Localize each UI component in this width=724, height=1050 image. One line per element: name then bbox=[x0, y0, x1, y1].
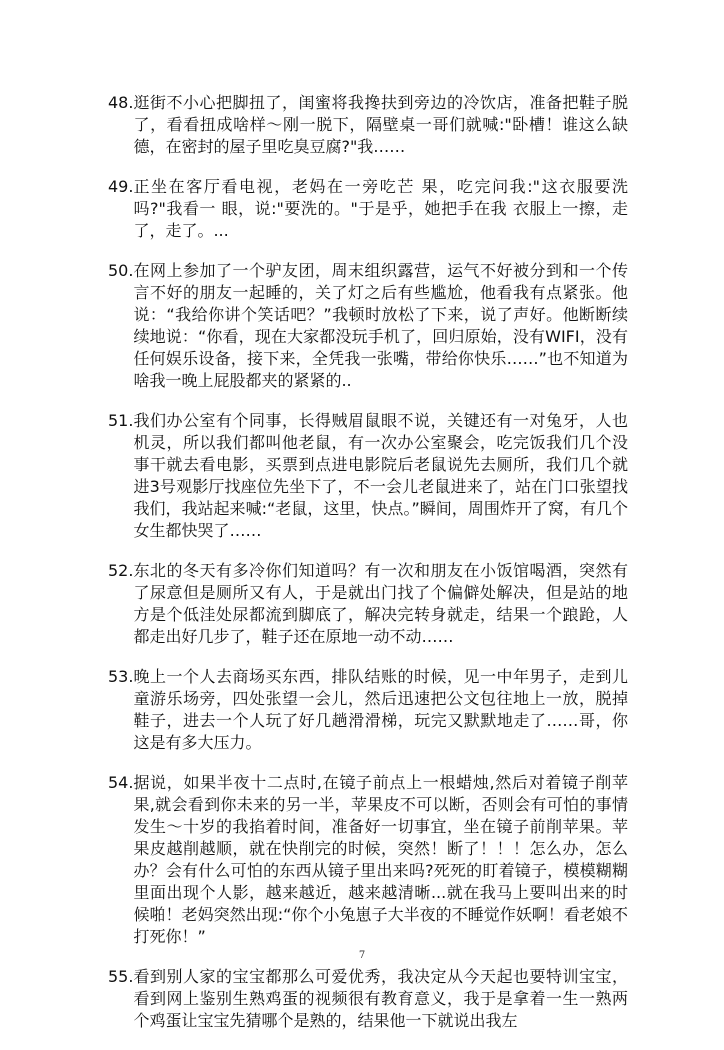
item-text: 晚上一个人去商场买东西，排队结账的时候，见一中年男子，走到儿童游乐场旁，四处张望一会儿，然后迅速把公文包往地上一放，脱掉鞋子，进去一个人玩了好几趟滑滑梯，玩完又默默地走了……哥，你这是有多大压力。 bbox=[133, 667, 628, 752]
item-number: 52. bbox=[108, 561, 134, 580]
list-item bbox=[108, 560, 628, 648]
list-item bbox=[108, 92, 628, 158]
item-text: 正坐在客厅看电视，老妈在一旁吃芒 果，吃完问我:"这衣服要洗吗?"我看一 眼，说:"要洗的。"于是乎，她把手在我 衣服上一擦，走了，走了。... bbox=[133, 177, 628, 240]
item-number: 53. bbox=[108, 667, 134, 686]
item-text: 东北的冬天有多冷你们知道吗？有一次和朋友在小饭馆喝酒，突然有了尿意但是厕所又有人，于是就出门找了个偏僻处解决，但是站的地方是个低洼处尿都流到脚底了，解决完转身就走，结果一个踉跄，人都走出好几步了，鞋子还在原地一动不动…… bbox=[133, 561, 628, 646]
item-number: 50. bbox=[108, 261, 134, 280]
item-text: 我们办公室有个同事，长得贼眉鼠眼不说，关键还有一对兔牙，人也机灵，所以我们都叫他老鼠，有一次办公室聚会，吃完饭我们几个没事干就去看电影，买票到点进电影院后老鼠说先去厕所，我们几个就进3号观影厅找座位先坐下了，不一会儿老鼠进来了，站在门口张望找我们，我站起来喊:“老鼠，这里，快点。”瞬间，周围炸开了窝，有几个女生都快哭了…… bbox=[133, 411, 628, 540]
item-number: 49. bbox=[108, 177, 134, 196]
item-text: 在网上参加了一个驴友团，周末组织露营，运气不好被分到和一个传言不好的朋友一起睡的，关了灯之后有些尴尬，他看我有点紧张。他说：“我给你讲个笑话吧？”我顿时放松了下来，说了声好。他断断续续地说：“你看，现在大家都没玩手机了，回归原始，没有WIFI，没有任何娱乐设备，接下来，全凭我一张嘴，带给你快乐……”也不知道为啥我一晚上屁股都夹的紧紧的.. bbox=[133, 261, 628, 390]
item-number: 54. bbox=[108, 773, 134, 792]
item-number: 51. bbox=[108, 411, 134, 430]
item-text: 据说，如果半夜十二点时,在镜子前点上一根蜡烛,然后对着镜子削苹果,就会看到你未来的另一半，苹果皮不可以断，否则会有可怕的事情发生～十岁的我掐着时间，准备好一切事宜，坐在镜子前削苹果。苹果皮越削越顺，就在快削完的时候，突然！断了！！！怎么办，怎么办？会有什么可怕的东西从镜子里出来吗?死死的盯着镜子，模模糊糊里面出现个人影，越来越近，越来越清晰...就在我马上要叫出来的时候啪！老妈突然出现:“你个小兔崽子大半夜的不睡觉作妖啊！看老娘不打死你！” bbox=[133, 773, 628, 946]
list-item bbox=[108, 966, 628, 1032]
list-item bbox=[108, 772, 628, 948]
item-text: 看到别人家的宝宝都那么可爱优秀，我决定从今天起也要特训宝宝，看到网上鉴别生熟鸡蛋的视频很有教育意义，我于是拿着一生一熟两个鸡蛋让宝宝先猜哪个是熟的，结果他一下就说出我左 bbox=[133, 967, 628, 1030]
list-item bbox=[108, 666, 628, 754]
list-item bbox=[108, 260, 628, 392]
item-number: 55. bbox=[108, 967, 134, 986]
list-item bbox=[108, 410, 628, 542]
list-item bbox=[108, 176, 628, 242]
item-text: 逛街不小心把脚扭了，闺蜜将我搀扶到旁边的冷饮店，准备把鞋子脱了，看看扭成啥样～刚一脱下，隔壁桌一哥们就喊:"卧槽！谁这么缺德，在密封的屋子里吃臭豆腐?"我…… bbox=[133, 93, 628, 156]
joke-list bbox=[108, 92, 628, 1050]
item-number: 48. bbox=[108, 93, 134, 112]
page-number: 7 bbox=[358, 950, 366, 961]
